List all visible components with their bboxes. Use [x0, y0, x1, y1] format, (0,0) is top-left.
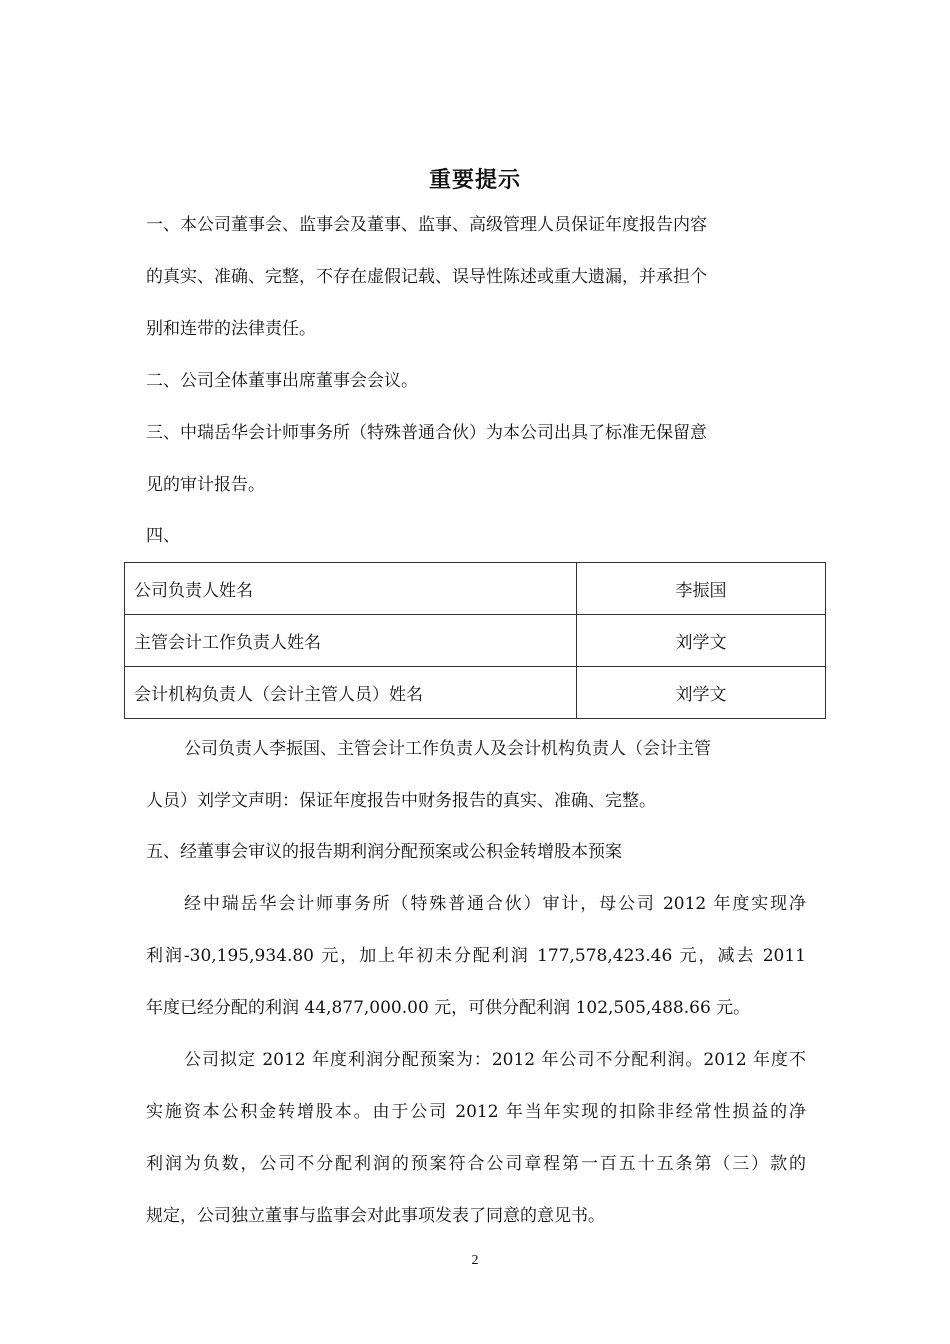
statement-line-1: 公司负责人李振国、主管会计工作负责人及会计机构负责人（会计主管: [184, 739, 711, 759]
role-cell: 会计机构负责人（会计主管人员）姓名: [125, 667, 577, 719]
distribution-line-2: 实施资本公积金转增股本。由于公司 2012 年当年实现的扣除非经常性损益的净: [146, 1102, 806, 1122]
item-4: 四、: [146, 526, 180, 546]
name-cell: 刘学文: [577, 615, 826, 667]
page-title: 重要提示: [428, 168, 521, 193]
role-cell: 主管会计工作负责人姓名: [125, 615, 577, 667]
profit-line-2: 利润-30,195,934.80 元，加上年初未分配利润 177,578,423.46 元，减去 2011: [146, 946, 806, 966]
name-cell: 李振国: [577, 563, 826, 615]
item-1-line-1: 一、本公司董事会、监事会及董事、监事、高级管理人员保证年度报告内容: [146, 215, 707, 235]
role-cell: 公司负责人姓名: [125, 563, 577, 615]
officer-table: [124, 562, 826, 719]
distribution-line-1: 公司拟定 2012 年度利润分配预案为：2012 年公司不分配利润。2012 年度不: [184, 1050, 806, 1070]
page-number: 2: [471, 1253, 479, 1268]
profit-line-1: 经中瑞岳华会计师事务所（特殊普通合伙）审计，母公司 2012 年度实现净: [184, 894, 806, 914]
distribution-line-3: 利润为负数，公司不分配利润的预案符合公司章程第一百五十五条第（三）款的: [146, 1154, 806, 1174]
item-2: 二、公司全体董事出席董事会会议。: [146, 371, 418, 391]
statement-line-2: 人员）刘学文声明：保证年度报告中财务报告的真实、准确、完整。: [146, 791, 656, 811]
item-3-line-2: 见的审计报告。: [146, 475, 265, 495]
table-row: [125, 563, 826, 615]
table-row: [125, 667, 826, 719]
profit-line-3: 年度已经分配的利润 44,877,000.00 元，可供分配利润 102,505,488.66 元。: [146, 998, 751, 1018]
item-1-line-3: 别和连带的法律责任。: [146, 319, 316, 339]
table-row: [125, 615, 826, 667]
item-1-line-2: 的真实、准确、完整，不存在虚假记载、误导性陈述或重大遗漏，并承担个: [146, 267, 707, 287]
item-3-line-1: 三、中瑞岳华会计师事务所（特殊普通合伙）为本公司出具了标准无保留意: [146, 423, 707, 443]
distribution-line-4: 规定，公司独立董事与监事会对此事项发表了同意的意见书。: [146, 1206, 605, 1226]
name-cell: 刘学文: [577, 667, 826, 719]
item-5: 五、经董事会审议的报告期利润分配预案或公积金转增股本预案: [146, 842, 622, 862]
